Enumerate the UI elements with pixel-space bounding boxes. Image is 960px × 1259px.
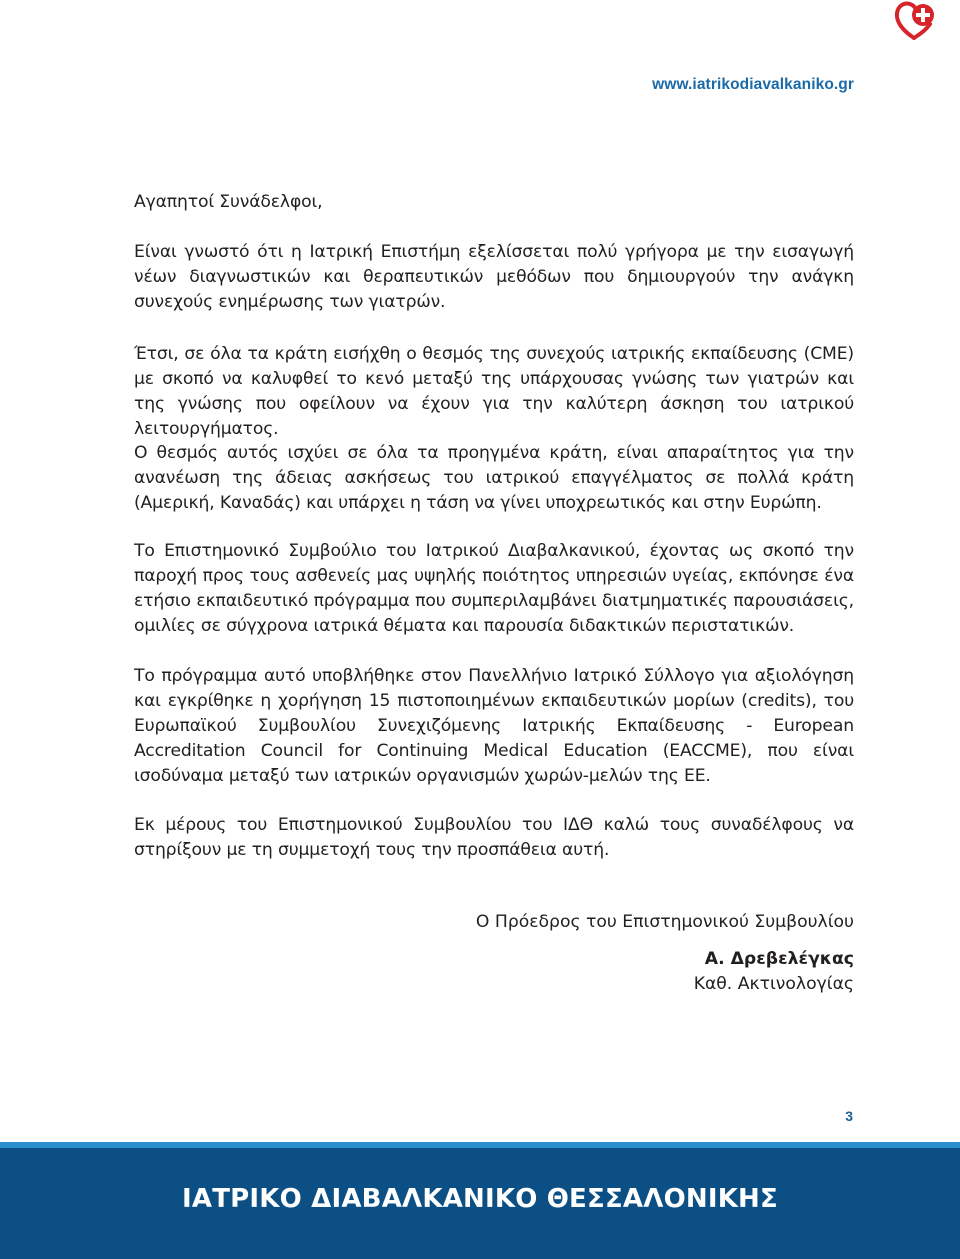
letter-paragraph-3: Ο θεσμός αυτός ισχύει σε όλα τα προηγμένα κράτη, είναι απαραίτητος για την ανανέωση της άδειας ασκήσεως του ιατρικού επαγγέλματος σε πολλά κράτη (Αμερική, Καναδάς) και υπάρχει η τάση να γίνει υποχρεωτικός και στην Ευρώπη. [134,443,854,513]
heart-cross-logo-icon [894,0,938,40]
signature-role: Ο Πρόεδρος του Επιστημονικού Συμβουλίου [475,912,854,932]
page-number: 3 [845,1108,853,1124]
website-link[interactable]: www.iatrikodiavalkaniko.gr [652,76,854,93]
letter-paragraph-6: Εκ μέρους του Επιστημονικού Συμβουλίου του ΙΔΘ καλώ τους συναδέλφους να στηρίξουν με τη συμμετοχή τους την προσπάθεια αυτή. [134,815,854,860]
letter-paragraph-2: Έτσι, σε όλα τα κράτη εισήχθη ο θεσμός της συνεχούς ιατρικής εκπαίδευσης (CME) με σκοπό να καλυφθεί το κενό μεταξύ της υπάρχουσας γνώσης των γιατρών και της γνώσης που οφείλουν να έχουν για την καλύτερη άσκηση του ιατρικού λειτουργήματος. [134,344,854,439]
letter-paragraph-5: Το πρόγραμμα αυτό υποβλήθηκε στον Πανελλήνιο Ιατρικό Σύλλογο για αξιολόγηση και εγκρίθηκε η χορήγηση 15 πιστοποιημένων εκπαιδευτικών μορίων (credits), του Ευρωπαϊκού Συμβουλίου Συνεχιζόμενης Ιατρικής Εκπαίδευσης - European Accreditation Council for Continuing Medical Education (EACCME), που είναι ισοδύναμα μεταξύ των ιατρικών οργανισμών χωρών-μελών της ΕΕ. [134,666,854,786]
letter-greeting: Αγαπητοί Συνάδελφοι, [134,192,323,212]
letter-paragraph-4: Το Επιστημονικό Συμβούλιο του Ιατρικού Διαβαλκανικού, έχοντας ως σκοπό την παροχή προς τους ασθενείς μας υψηλής ποιότητος υπηρεσιών υγείας, εκπόνησε ένα ετήσιο εκπαιδευτικό πρόγραμμα που συμπεριλαμβάνει διατμηματικές παρουσιάσεις, ομιλίες σε σύγχρονα ιατρικά θέματα και παρουσία διδακτικών περιστατικών. [134,541,854,636]
footer-stripe [0,1142,960,1148]
signature-name: Α. Δρεβελέγκας [704,949,854,969]
signature-title: Καθ. Ακτινολογίας [693,974,854,994]
footer-title: ΙΑΤΡΙΚΟ ΔΙΑΒΑΛΚΑΝΙΚΟ ΘΕΣΣΑΛΟΝΙΚΗΣ [182,1184,778,1214]
letter-paragraph-1: Είναι γνωστό ότι η Ιατρική Επιστήμη εξελίσσεται πολύ γρήγορα με την εισαγωγή νέων διαγνωστικών και θεραπευτικών μεθόδων που δημιουργούν την ανάγκη συνεχούς ενημέρωσης των γιατρών. [134,242,854,312]
